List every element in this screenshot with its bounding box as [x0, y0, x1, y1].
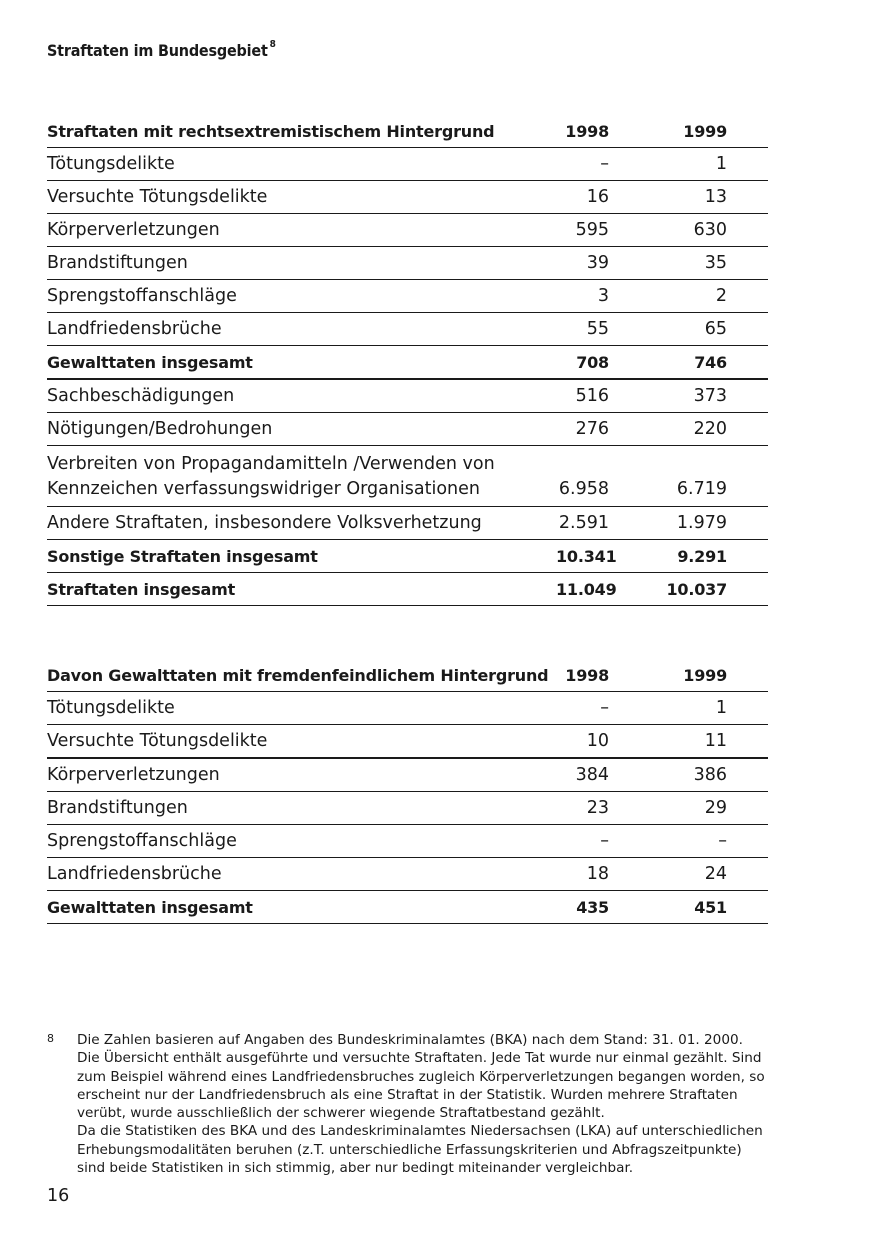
- value-1999: 24: [609, 858, 727, 891]
- value-1998: 55: [556, 313, 609, 346]
- row-label: Körperverletzungen: [47, 758, 556, 792]
- table-row: [47, 247, 768, 280]
- row-label: Nötigungen/Bedrohungen: [47, 413, 556, 446]
- table-header-row: [47, 115, 768, 148]
- row-label: Verbreiten von Propagandamitteln /Verwenden von Kennzeichen verfassungswidriger Organisationen: [47, 446, 556, 507]
- footnote-number: 8: [47, 1032, 54, 1045]
- table-row: [47, 446, 768, 507]
- value-1998: 10.341: [556, 540, 609, 573]
- value-1998: 11.049: [556, 573, 609, 606]
- right-extremist-crimes-table: [47, 115, 768, 606]
- value-1998: 23: [556, 792, 609, 825]
- table-row: [47, 280, 768, 313]
- column-spacer: [727, 148, 768, 181]
- value-1998: 595: [556, 214, 609, 247]
- table-title: Straftaten mit rechtsextremistischem Hintergrund: [47, 115, 556, 148]
- value-1999: 9.291: [609, 540, 727, 573]
- value-1998: –: [556, 825, 609, 858]
- column-spacer: [727, 280, 768, 313]
- row-label: Landfriedensbrüche: [47, 858, 556, 891]
- row-label: Landfriedensbrüche: [47, 313, 556, 346]
- row-label: Andere Straftaten, insbesondere Volksverhetzung: [47, 507, 556, 540]
- value-1999: –: [609, 825, 727, 858]
- column-spacer: [727, 659, 768, 692]
- row-label: Tötungsdelikte: [47, 148, 556, 181]
- column-spacer: [727, 413, 768, 446]
- column-header-1999: 1999: [609, 115, 727, 148]
- value-1998: 3: [556, 280, 609, 313]
- row-label: Tötungsdelikte: [47, 692, 556, 725]
- row-label: Sonstige Straftaten insgesamt: [47, 540, 556, 573]
- column-spacer: [727, 792, 768, 825]
- value-1998: –: [556, 148, 609, 181]
- table-row: [47, 692, 768, 725]
- value-1999: 1.979: [609, 507, 727, 540]
- table-row: [47, 413, 768, 446]
- column-spacer: [727, 573, 768, 606]
- value-1998: 276: [556, 413, 609, 446]
- value-1998: –: [556, 692, 609, 725]
- table-row: [47, 181, 768, 214]
- column-spacer: [727, 507, 768, 540]
- value-1999: 630: [609, 214, 727, 247]
- value-1999: 220: [609, 413, 727, 446]
- value-1998: 18: [556, 858, 609, 891]
- table-row: [47, 379, 768, 413]
- footnote-body: [77, 1031, 767, 1177]
- value-1999: 386: [609, 758, 727, 792]
- row-label: Versuchte Tötungsdelikte: [47, 181, 556, 214]
- footnote: [47, 1031, 767, 1177]
- column-header-1998: 1998: [556, 659, 609, 692]
- value-1999: 746: [609, 346, 727, 380]
- value-1998: 16: [556, 181, 609, 214]
- column-spacer: [727, 891, 768, 924]
- table-row: [47, 148, 768, 181]
- table-row: [47, 725, 768, 759]
- column-spacer: [727, 247, 768, 280]
- value-1998: 2.591: [556, 507, 609, 540]
- value-1998: 516: [556, 379, 609, 413]
- value-1999: 65: [609, 313, 727, 346]
- value-1999: 2: [609, 280, 727, 313]
- value-1998: 39: [556, 247, 609, 280]
- row-label: Sprengstoffanschläge: [47, 825, 556, 858]
- page-number: 16: [47, 1186, 70, 1206]
- value-1998: 384: [556, 758, 609, 792]
- value-1999: 29: [609, 792, 727, 825]
- value-1999: 373: [609, 379, 727, 413]
- value-1998: 435: [556, 891, 609, 924]
- total-row: [47, 573, 768, 606]
- column-spacer: [727, 379, 768, 413]
- value-1999: 1: [609, 692, 727, 725]
- column-spacer: [727, 115, 768, 148]
- row-label: Sachbeschädigungen: [47, 379, 556, 413]
- column-header-1998: 1998: [556, 115, 609, 148]
- row-label: Gewalttaten insgesamt: [47, 346, 556, 380]
- table-row: [47, 858, 768, 891]
- column-spacer: [727, 446, 768, 507]
- column-spacer: [727, 858, 768, 891]
- column-spacer: [727, 692, 768, 725]
- column-spacer: [727, 214, 768, 247]
- row-label: Sprengstoffanschläge: [47, 280, 556, 313]
- value-1999: 1: [609, 148, 727, 181]
- row-label: Brandstiftungen: [47, 247, 556, 280]
- page-heading-text: Straftaten im Bundesgebiet: [47, 41, 268, 60]
- table-row: [47, 758, 768, 792]
- xenophobic-violence-table: [47, 659, 768, 924]
- column-spacer: [727, 313, 768, 346]
- table-row: [47, 214, 768, 247]
- value-1999: 11: [609, 725, 727, 759]
- row-label: Versuchte Tötungsdelikte: [47, 725, 556, 759]
- column-spacer: [727, 725, 768, 759]
- value-1999: 10.037: [609, 573, 727, 606]
- column-spacer: [727, 346, 768, 380]
- column-spacer: [727, 540, 768, 573]
- column-header-1999: 1999: [609, 659, 727, 692]
- value-1999: 13: [609, 181, 727, 214]
- footnote-paragraph: Da die Statistiken des BKA und des Landeskriminalamtes Niedersachsen (LKA) auf unterschiedlichen Erhebungsmodalitäten beruhen (z.T. unterschiedliche Erfassungskriterien und Abfragszeitpunkte) sind beide Statistiken in sich stimmig, aber nur bedingt miteinander vergleichbar.: [77, 1123, 763, 1177]
- value-1998: 6.958: [556, 446, 609, 507]
- column-spacer: [727, 181, 768, 214]
- table-header-row: [47, 659, 768, 692]
- value-1999: 451: [609, 891, 727, 924]
- table-row: [47, 825, 768, 858]
- footnote-reference: 8: [269, 39, 276, 50]
- row-label: Gewalttaten insgesamt: [47, 891, 556, 924]
- table-row: [47, 792, 768, 825]
- value-1998: 708: [556, 346, 609, 380]
- row-label: Brandstiftungen: [47, 792, 556, 825]
- column-spacer: [727, 758, 768, 792]
- row-label: Straftaten insgesamt: [47, 573, 556, 606]
- total-row: [47, 891, 768, 924]
- page-heading: [47, 41, 276, 60]
- table-row: [47, 313, 768, 346]
- row-label: Körperverletzungen: [47, 214, 556, 247]
- value-1999: 6.719: [609, 446, 727, 507]
- table-title: Davon Gewalttaten mit fremdenfeindlichem Hintergrund: [47, 659, 556, 692]
- table-row: [47, 507, 768, 540]
- subtotal-row: [47, 346, 768, 380]
- footnote-paragraph: Die Zahlen basieren auf Angaben des Bundeskriminalamtes (BKA) nach dem Stand: 31. 01. 2000. Die Übersicht enthält ausgeführte und versuchte Straftaten. Jede Tat wurde nur einmal gezählt. Sind zum Beispiel während eines Landfriedensbruches zugleich Körperverletzungen begangen worden, so erscheint nur der Landfriedensbruch als eine Straftat in der Statistik. Wurden mehrere Straftaten verübt, wurde ausschließlich der schwerer wiegende Straftatbestand gezählt.: [77, 1032, 765, 1122]
- column-spacer: [727, 825, 768, 858]
- value-1998: 10: [556, 725, 609, 759]
- subtotal-row: [47, 540, 768, 573]
- value-1999: 35: [609, 247, 727, 280]
